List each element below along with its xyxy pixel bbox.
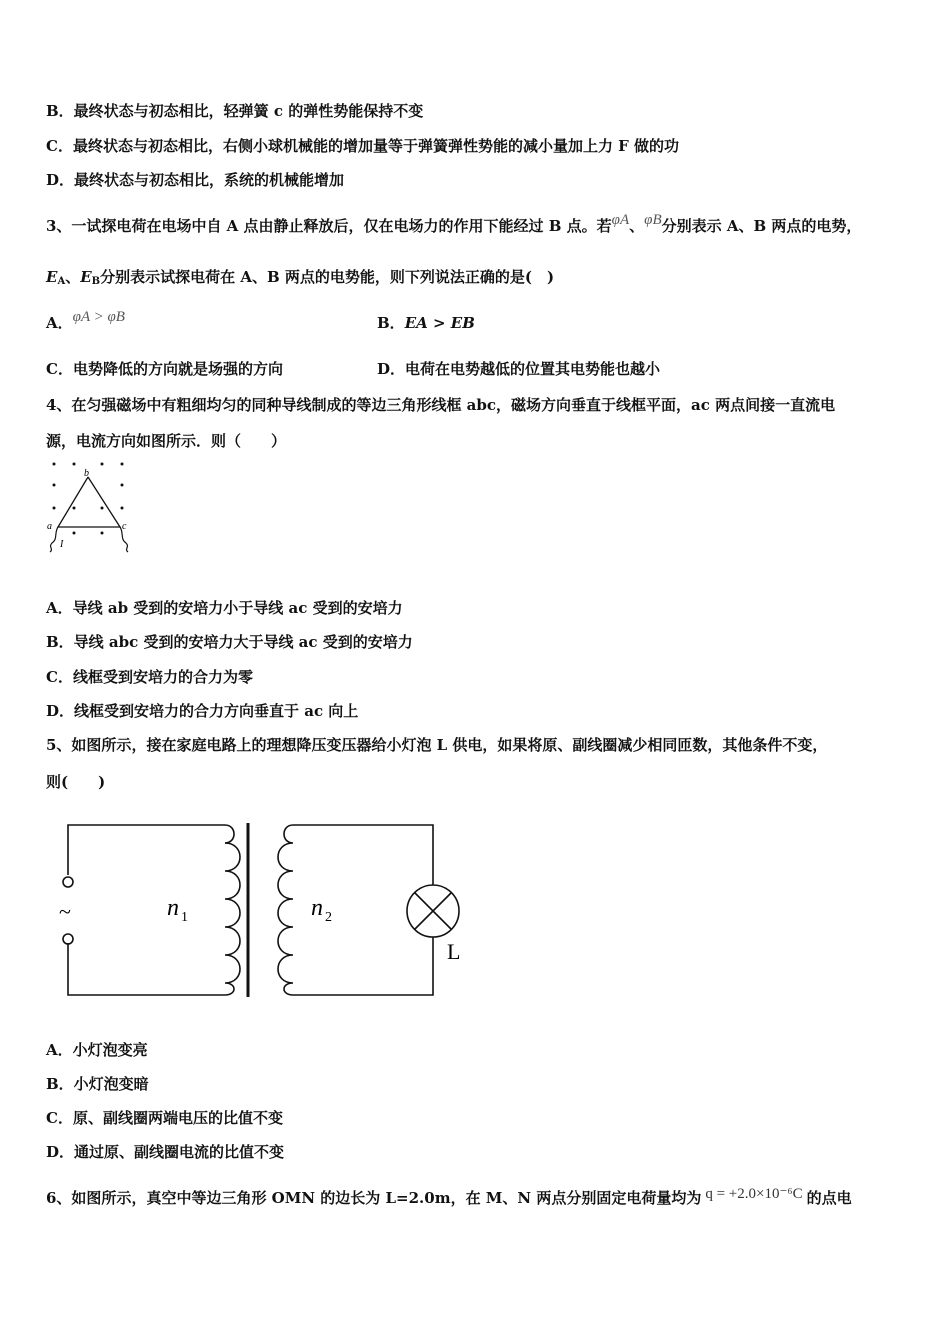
n2-label: n xyxy=(311,895,323,921)
q6-charge-expr: q = +2.0×10⁻⁶C xyxy=(705,1186,803,1202)
q3-stem-text-2: 分别表示试探电荷在 A、B 两点的电势能，则下列说法正确的是( ) xyxy=(100,268,555,286)
q3-option-a-label: A． xyxy=(46,314,73,332)
label-b: b xyxy=(84,468,89,479)
ea-symbol: E xyxy=(46,268,58,286)
q4-option-a: A．导线 ab 受到的安培力小于导线 ac 受到的安培力 xyxy=(46,599,403,617)
terminal-bottom xyxy=(63,934,73,944)
q5-stem-line2: 则( ) xyxy=(46,773,106,791)
lamp-label: L xyxy=(447,939,461,964)
q3-option-b-label: B． xyxy=(377,314,405,332)
q2-option-c: C．最终状态与初态相比，右侧小球机械能的增加量等于弹簧弹性势能的减小量加上力 F 做的功 xyxy=(46,137,680,155)
q5-option-b: B．小灯泡变暗 xyxy=(46,1075,149,1093)
n1-label: n xyxy=(167,895,179,921)
q3-option-a-expr: φA > φB xyxy=(72,309,125,325)
q6-stem-text-b: 的点电 xyxy=(806,1189,852,1207)
q5-stem-line1: 5、如图所示，接在家庭电路上的理想降压变压器给小灯泡 L 供电，如果将原、副线圈减少相同匝数，其他条件不变， xyxy=(46,736,828,754)
q2-option-d: D．最终状态与初态相比，系统的机械能增加 xyxy=(46,171,345,189)
n2-subscript: 2 xyxy=(325,910,332,925)
q6-stem-text-a: 6、如图所示，真空中等边三角形 OMN 的边长为 L=2.0m，在 M、N 两点分别固定电荷量均为 xyxy=(46,1189,702,1207)
q3-sep: 、 xyxy=(629,217,645,235)
phi-a-symbol: φA xyxy=(611,212,630,228)
q3-stem-text-b: 分别表示 A、B 两点的电势， xyxy=(661,217,862,235)
label-current: I xyxy=(60,539,64,550)
eb-subscript: B xyxy=(91,276,101,287)
q5-option-a: A．小灯泡变亮 xyxy=(46,1041,148,1059)
q5-transformer-figure xyxy=(55,815,475,1005)
phi-b-symbol: φB xyxy=(644,212,662,228)
label-c: c xyxy=(122,521,127,532)
q3-option-b-expr: EA > EB xyxy=(404,314,475,332)
q3-stem-line1 xyxy=(46,212,862,237)
q4-option-c: C．线框受到安培力的合力为零 xyxy=(46,668,253,686)
q3-option-b xyxy=(377,313,475,333)
q4-stem-line2: 源，电流方向如图所示．则（ ） xyxy=(46,432,287,450)
q3-option-d: D．电荷在电势越低的位置其电势能也越小 xyxy=(377,360,661,378)
q3-stem-text-a: 3、一试探电荷在电场中自 A 点由静止释放后，仅在电场力的作用下能经过 B 点。若 xyxy=(46,217,612,235)
primary-wire xyxy=(68,825,234,875)
q4-stem-line1: 4、在匀强磁场中有粗细均匀的同种导线制成的等边三角形线框 abc，磁场方向垂直于线框平面，ac 两点间接一直流电 xyxy=(46,396,836,414)
q3-option-a xyxy=(46,309,125,334)
label-a: a xyxy=(47,521,52,532)
secondary-coil xyxy=(278,825,433,995)
q4-option-b: B．导线 abc 受到的安培力大于导线 ac 受到的安培力 xyxy=(46,633,413,651)
q5-option-d: D．通过原、副线圈电流的比值不变 xyxy=(46,1143,285,1161)
q4-triangle-figure xyxy=(40,455,140,560)
q6-stem-line1 xyxy=(46,1188,852,1209)
primary-coil xyxy=(68,843,240,995)
eb-symbol: E xyxy=(80,268,92,286)
q2-option-b: B．最终状态与初态相比，轻弹簧 c 的弹性势能保持不变 xyxy=(46,102,424,120)
secondary-wire xyxy=(293,825,433,885)
triangle-frame xyxy=(58,477,120,527)
terminal-top xyxy=(63,877,73,887)
q3-option-c: C．电势降低的方向就是场强的方向 xyxy=(46,360,283,378)
n1-subscript: 1 xyxy=(181,910,188,925)
ac-source-symbol: ~ xyxy=(59,899,71,924)
q3-stem-line2 xyxy=(46,267,554,292)
ea-subscript: A xyxy=(57,276,66,287)
q4-option-d: D．线框受到安培力的合力方向垂直于 ac 向上 xyxy=(46,702,359,720)
q3-dun: 、 xyxy=(65,268,81,286)
q5-option-c: C．原、副线圈两端电压的比值不变 xyxy=(46,1109,283,1127)
